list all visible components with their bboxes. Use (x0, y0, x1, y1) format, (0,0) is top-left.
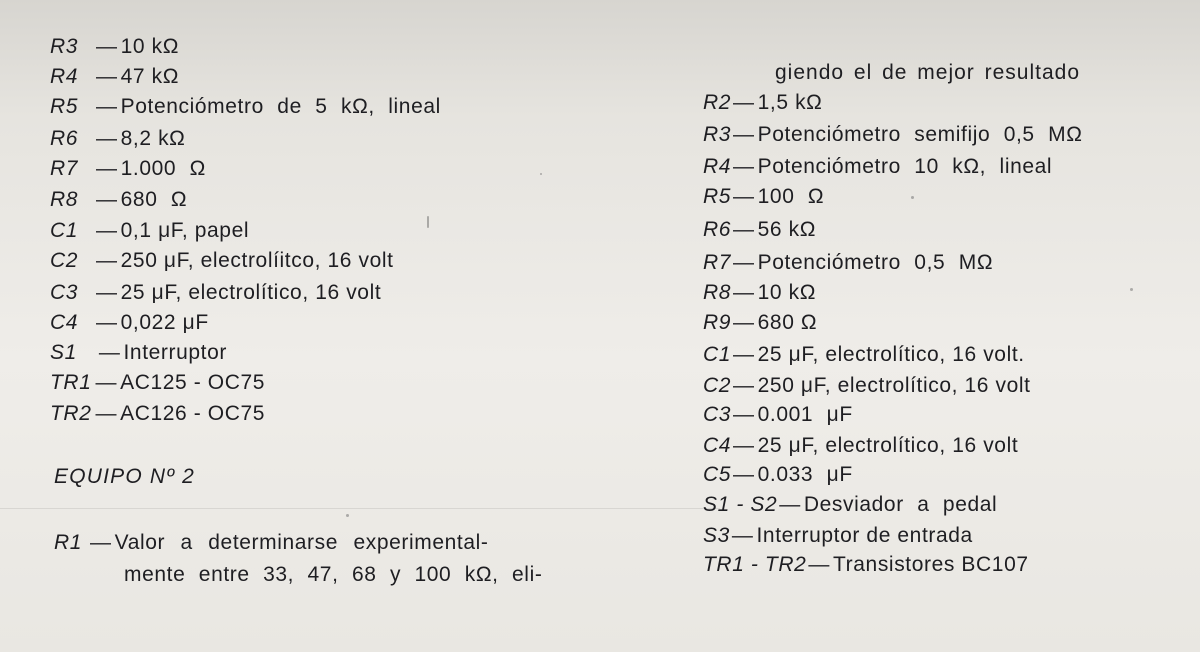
component-code: R3 (50, 35, 79, 58)
component-code: R8 (703, 281, 732, 304)
component-value: 1,5 kΩ (757, 91, 823, 114)
separator-dash: — (96, 281, 118, 304)
component-code: C1 (703, 343, 732, 366)
separator-dash: — (733, 463, 755, 486)
component-value: Potenciómetro de 5 kΩ, lineal (120, 95, 441, 118)
component-value: 250 μF, electrolíitco, 16 volt (120, 249, 394, 272)
list-item (703, 490, 997, 520)
component-value: Potenciómetro 10 kΩ, lineal (757, 155, 1053, 178)
list-item (703, 371, 1031, 401)
list-item (50, 185, 187, 215)
list-item (703, 340, 1025, 370)
separator-dash: — (90, 531, 112, 554)
separator-dash: — (96, 35, 118, 58)
component-value: 0,022 μF (120, 311, 209, 334)
component-code: R9 (703, 311, 732, 334)
separator-dash: — (733, 281, 755, 304)
component-value: 680 Ω (120, 188, 188, 211)
component-code: R2 (703, 91, 732, 114)
list-item (50, 216, 249, 246)
separator-dash: — (95, 402, 118, 425)
component-code: C1 (50, 219, 79, 242)
list-item (50, 338, 227, 368)
component-code: R4 (703, 155, 732, 178)
component-code: R7 (50, 157, 79, 180)
separator-dash: — (779, 493, 801, 516)
separator-dash: — (95, 371, 118, 394)
separator-dash: — (731, 524, 754, 547)
separator-dash: — (733, 218, 755, 241)
separator-dash: — (733, 185, 755, 208)
component-value: 1.000 Ω (120, 157, 206, 180)
section-heading: EQUIPO Nº 2 (54, 465, 196, 488)
list-item (703, 521, 973, 551)
list-item (703, 120, 1083, 150)
component-value: Desviador a pedal (803, 493, 998, 516)
list-item (703, 278, 816, 308)
component-value: Valor a determinarse experimental- (114, 531, 489, 554)
component-value: 25 μF, electrolítico, 16 volt. (757, 343, 1025, 366)
list-item (703, 431, 1018, 461)
separator-dash: — (733, 123, 755, 146)
list-item (703, 460, 853, 490)
separator-dash: — (96, 127, 118, 150)
component-value: AC125 - OC75 (120, 371, 266, 394)
component-value: Transistores BC107 (833, 553, 1029, 576)
separator-dash: — (96, 219, 118, 242)
separator-dash: — (96, 311, 118, 334)
list-item (50, 368, 265, 398)
component-value: 8,2 kΩ (120, 127, 186, 150)
component-value: 10 kΩ (757, 281, 817, 304)
component-code: TR2 (50, 402, 92, 425)
component-value: Interruptor de entrada (756, 524, 973, 547)
component-code: C4 (703, 434, 732, 457)
component-value: 680 Ω (757, 311, 818, 334)
component-code: C4 (50, 311, 79, 334)
scan-speck (346, 514, 349, 517)
list-item (703, 308, 817, 338)
list-item (703, 88, 822, 118)
list-item (50, 92, 441, 122)
separator-dash: — (733, 374, 755, 397)
list-item (703, 152, 1052, 182)
list-item (703, 182, 824, 212)
component-value: 0,1 μF, papel (120, 219, 250, 242)
component-value: 250 μF, electrolítico, 16 volt (757, 374, 1031, 397)
list-item (50, 154, 206, 184)
component-value: Potenciómetro 0,5 MΩ (757, 251, 994, 274)
list-item (703, 248, 993, 278)
scan-speck (1130, 288, 1133, 291)
component-value: AC126 - OC75 (120, 402, 266, 425)
component-code: C3 (703, 403, 732, 426)
component-code: S1 (50, 341, 77, 364)
component-code: C2 (703, 374, 732, 397)
component-value: 100 Ω (757, 185, 825, 208)
list-item (50, 124, 185, 154)
component-value: 10 kΩ (120, 35, 180, 58)
separator-dash: — (96, 157, 118, 180)
component-value: 0.033 μF (757, 463, 853, 486)
component-value: Potenciómetro semifijo 0,5 MΩ (757, 123, 1083, 146)
list-item (50, 399, 265, 429)
component-code: R3 (703, 123, 732, 146)
scan-speck (540, 173, 542, 175)
component-code: R6 (703, 218, 732, 241)
component-value: 0.001 μF (757, 403, 853, 426)
component-code: TR1 (50, 371, 92, 394)
separator-dash: — (733, 251, 755, 274)
component-value: 56 kΩ (757, 218, 817, 241)
list-item (50, 246, 394, 276)
component-code: R6 (50, 127, 79, 150)
component-code: R5 (50, 95, 79, 118)
separator-dash: — (96, 65, 118, 88)
list-item (50, 278, 381, 308)
component-value: 47 kΩ (120, 65, 180, 88)
component-code: C5 (703, 463, 732, 486)
list-item (703, 215, 816, 245)
scan-speck (911, 196, 914, 199)
separator-dash: — (733, 91, 755, 114)
component-code: R4 (50, 65, 79, 88)
scan-artifact-line (0, 508, 720, 509)
component-value: 25 μF, electrolítico, 16 volt (120, 281, 382, 304)
component-code: S3 (703, 524, 730, 547)
separator-dash: — (733, 311, 755, 334)
list-item-r1-continuation: mente entre 33, 47, 68 y 100 kΩ, eli- (124, 563, 543, 586)
component-value: Interruptor (123, 341, 227, 364)
separator-dash: — (733, 403, 755, 426)
component-code: C3 (50, 281, 79, 304)
component-code: R5 (703, 185, 732, 208)
list-item (703, 550, 1029, 580)
list-item-r1 (54, 528, 488, 558)
separator-dash: — (96, 249, 118, 272)
list-item (50, 32, 179, 62)
list-item (703, 400, 853, 430)
separator-dash: — (96, 188, 118, 211)
separator-dash: — (808, 553, 831, 576)
list-item (50, 308, 209, 338)
component-value: 25 μF, electrolítico, 16 volt (757, 434, 1019, 457)
separator-dash: — (96, 95, 118, 118)
separator-dash: — (98, 341, 121, 364)
separator-dash: — (733, 155, 755, 178)
component-code: R7 (703, 251, 732, 274)
separator-dash: — (733, 434, 755, 457)
component-code: R1 (54, 531, 83, 554)
component-code: S1 - S2 (703, 493, 778, 516)
continuation-text: giendo el de mejor resultado (775, 61, 1081, 84)
component-code: C2 (50, 249, 79, 272)
component-code: TR1 - TR2 (703, 553, 807, 576)
scan-speck (427, 216, 429, 228)
separator-dash: — (733, 343, 755, 366)
list-item (50, 62, 179, 92)
component-code: R8 (50, 188, 79, 211)
